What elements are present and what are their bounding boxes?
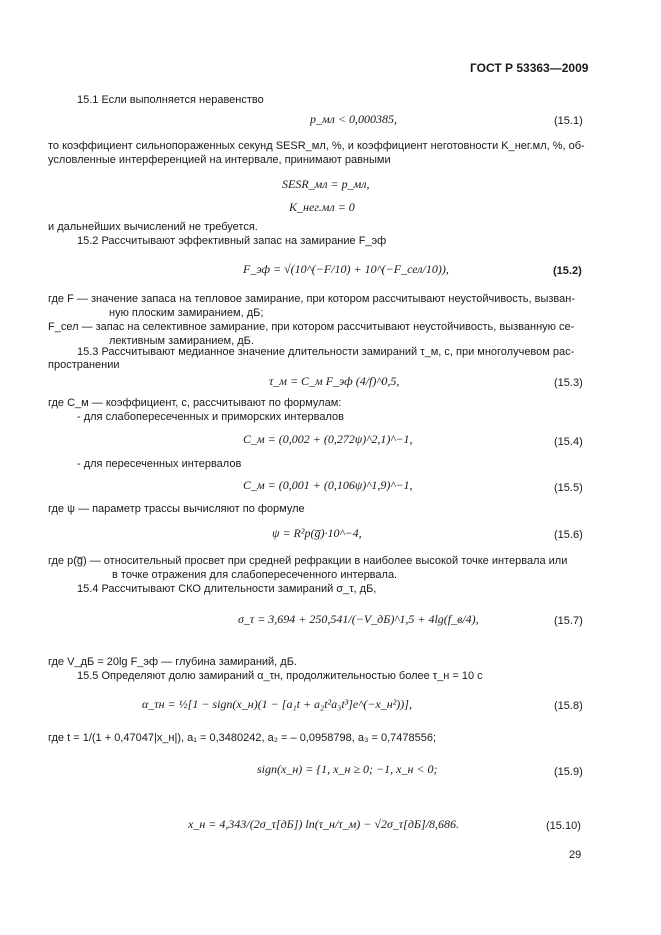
equation-number-15-1: (15.1)	[554, 115, 583, 127]
equation-15-9: sign(x_н) = {1, x_н ≥ 0; −1, x_н < 0;	[257, 762, 438, 776]
definition-pg-cont: в точке отражения для слабопересеченного интервала.	[112, 569, 398, 581]
equation-15-2: F_эф = √(10^(−F/10) + 10^(−F_сел/10)),	[243, 262, 449, 276]
equation-15-3: τ_м = C_м F_эф (4/f)^0,5,	[269, 374, 400, 388]
definition-pg: где p(g̅) — относительный просвет при средней рефракции в наиболее высокой точке интервала или	[48, 555, 568, 567]
para-15-3-intro: 15.3 Рассчитывают медианное значение длительности замираний τ_м, с, при многолучевом рас-	[77, 346, 575, 358]
definition-t: где t = 1/(1 + 0,47047|x_н|), a₁ = 0,3480242, a₂ = – 0,0958798, a₃ = 0,7478556;	[48, 732, 437, 744]
equation-number-15-7: (15.7)	[554, 615, 583, 627]
definition-Fsel-cont: лективным замиранием, дБ.	[109, 335, 254, 347]
equation-number-15-2: (15.2)	[553, 265, 582, 277]
para-15-1-text-line: то коэффициент сильнопораженных секунд SESR_мл, %, и коэффициент неготовности K_нег.мл, %, об-	[48, 140, 585, 152]
case-low-rough: - для слабопересеченных и приморских интервалов	[77, 411, 344, 423]
para-15-1-text-line: условленные интерференцией на интервале, принимают равными	[48, 154, 391, 166]
equation-number-15-9: (15.9)	[554, 766, 583, 778]
definition-psi: где ψ — параметр трассы вычисляют по формуле	[48, 503, 305, 515]
equation-number-15-6: (15.6)	[554, 529, 583, 541]
equation-kneg: K_нег.мл = 0	[289, 200, 355, 214]
equation-sesr: SESR_мл = p_мл,	[282, 177, 370, 191]
definition-V: где V_дБ = 20lg F_эф — глубина замираний, дБ.	[48, 656, 297, 668]
equation-15-7: σ_τ = 3,694 + 250,541/(−V_дБ)^1,5 + 4lg(f_в/4),	[238, 612, 479, 626]
definition-C: где C_м — коэффициент, с, рассчитывают по формулам:	[48, 397, 342, 409]
para-15-2-intro: 15.2 Рассчитывают эффективный запас на замирание F_эф	[77, 235, 387, 247]
equation-number-15-5: (15.5)	[554, 482, 583, 494]
page-number: 29	[569, 849, 582, 861]
equation-15-5: C_м = (0,001 + (0,106ψ)^1,9)^−1,	[243, 478, 413, 492]
para-15-1-intro: 15.1 Если выполняется неравенство	[77, 94, 264, 106]
definition-F: где F — значение запаса на тепловое замирание, при котором рассчитывают неустойчивость, вызван-	[48, 293, 575, 305]
case-rough: - для пересеченных интервалов	[77, 458, 242, 470]
para-15-4-intro: 15.4 Рассчитывают СКО длительности замираний σ_τ, дБ,	[77, 583, 377, 595]
equation-number-15-8: (15.8)	[554, 700, 583, 712]
equation-15-6: ψ = R²p(g̅)·10^−4,	[272, 526, 362, 540]
equation-15-1: p_мл < 0,000385,	[310, 112, 397, 126]
document-id: ГОСТ Р 53363—2009	[470, 61, 589, 75]
equation-number-15-10: (15.10)	[546, 820, 581, 832]
equation-number-15-3: (15.3)	[554, 377, 583, 389]
para-15-1-text-line: и дальнейших вычислений не требуется.	[48, 221, 258, 233]
definition-F-cont: ную плоским замиранием, дБ;	[109, 307, 264, 319]
equation-15-4: C_м = (0,002 + (0,272ψ)^2,1)^−1,	[243, 432, 413, 446]
para-15-5-intro: 15.5 Определяют долю замираний α_τн, продолжительностью более τ_н = 10 с	[77, 670, 483, 682]
para-15-3-intro-cont: пространении	[48, 359, 120, 371]
definition-Fsel: F_сел — запас на селективное замирание, при котором рассчитывают неустойчивость, вызванную се-	[48, 321, 575, 333]
equation-number-15-4: (15.4)	[554, 436, 583, 448]
equation-15-10: x_н = 4,343/(2σ_τ[дБ]) ln(τ_н/τ_м) − √2σ_τ[дБ]/8,686.	[188, 817, 459, 831]
equation-15-8: α_τн = ½[1 − sign(x_н)(1 − [a₁t + a₂t²a₃t³]e^(−x_н²))],	[142, 697, 412, 711]
